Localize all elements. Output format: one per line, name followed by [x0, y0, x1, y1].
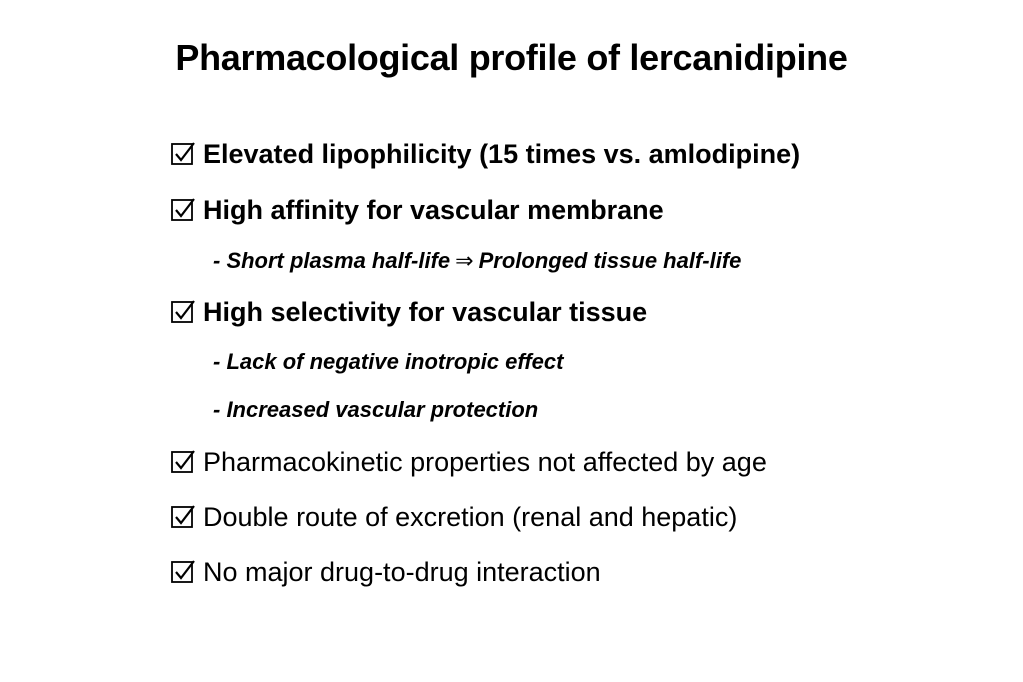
subitem-half-life-right: Prolonged tissue half-life [478, 248, 742, 273]
bullet-item-selectivity [170, 295, 647, 329]
bullet-text: Elevated lipophilicity (15 times vs. amlodipine) [203, 139, 801, 169]
subitem-inotropic: - Lack of negative inotropic effect [213, 349, 564, 374]
checked-box-icon [170, 299, 196, 325]
bullet-text: No major drug-to-drug interaction [203, 557, 601, 587]
bullet-text: High affinity for vascular membrane [203, 195, 664, 225]
bullet-item-interaction [170, 555, 601, 589]
slide-title: Pharmacological profile of lercanidipine [175, 37, 848, 78]
subitem-half-life [213, 246, 741, 277]
bullet-item-affinity [170, 193, 664, 227]
checked-box-icon [170, 449, 196, 475]
checked-box-icon [170, 559, 196, 585]
bullet-item-pharmacokinetic [170, 445, 767, 479]
checked-box-icon [170, 504, 196, 530]
bullet-item-excretion [170, 500, 737, 534]
checked-box-icon [170, 197, 196, 223]
bullet-text: High selectivity for vascular tissue [203, 297, 648, 327]
subitem-half-life-left: - Short plasma half-life [213, 248, 451, 273]
bullet-text: Double route of excretion (renal and hepatic) [203, 502, 738, 532]
subitem-protection: - Increased vascular protection [213, 397, 539, 422]
implies-arrow-icon: ⇒ [455, 249, 474, 274]
checked-box-icon [170, 141, 196, 167]
bullet-item-lipophilicity [170, 137, 800, 171]
bullet-text: Pharmacokinetic properties not affected by age [203, 447, 767, 477]
